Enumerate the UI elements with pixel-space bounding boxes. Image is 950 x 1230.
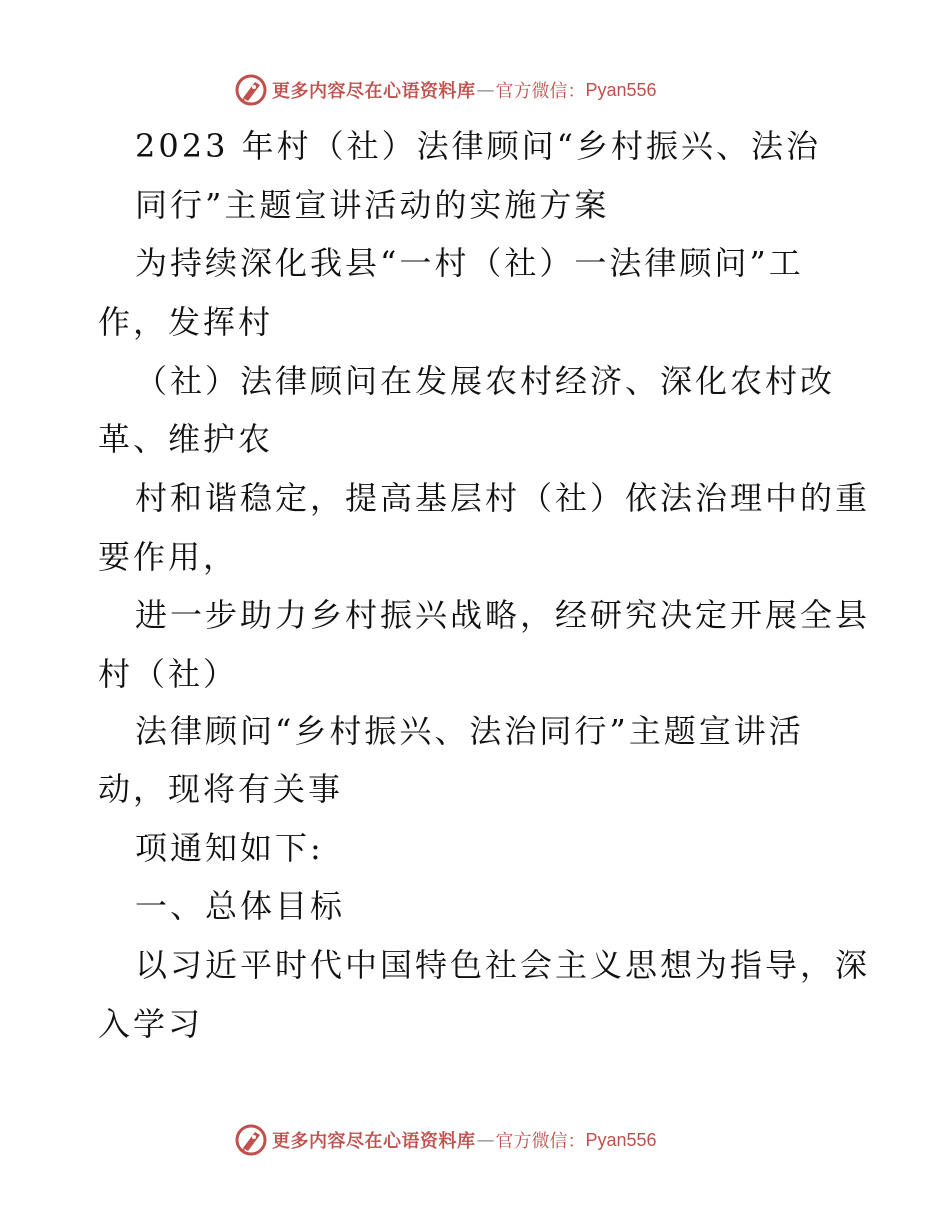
banner-wechat-label: 官方微信： [495, 81, 586, 102]
paragraph-line: 为持续深化我县“一村（社）一法律顾问”工 [135, 244, 804, 282]
paragraph-line: 要作用， [98, 538, 239, 576]
paragraph-line: （社）法律顾问在发展农村经济、深化农村改 [135, 362, 836, 400]
banner-dash: — [476, 79, 495, 101]
pen-nib-icon [234, 73, 268, 107]
section-heading: 一、总体目标 [135, 887, 346, 925]
header-banner [234, 70, 657, 110]
banner-wechat-label: 官方微信： [495, 1131, 586, 1152]
paragraph-line: 村（社） [98, 655, 239, 693]
banner-wechat-id: Pyan556 [585, 79, 657, 100]
banner-tagline: 更多内容尽在心语资料库 [272, 81, 476, 102]
document-title-line-1: 2023 年村（社）法律顾问“乡村振兴、法治 [135, 127, 821, 165]
paragraph-line: 作，发挥村 [98, 303, 274, 341]
banner-wechat-id: Pyan556 [585, 1129, 657, 1150]
paragraph-line: 法律顾问“乡村振兴、法治同行”主题宣讲活 [135, 712, 804, 750]
banner-tagline: 更多内容尽在心语资料库 [272, 1131, 476, 1152]
paragraph-line: 动，现将有关事 [98, 770, 344, 808]
document-title-line-2: 同行”主题宣讲活动的实施方案 [135, 186, 610, 224]
paragraph-line: 革、维护农 [98, 420, 274, 458]
paragraph-line: 以习近平时代中国特色社会主义思想为指导，深 [135, 946, 871, 984]
footer-banner [234, 1120, 657, 1160]
banner-dash: — [476, 1129, 495, 1151]
pen-nib-icon [234, 1123, 268, 1157]
paragraph-line: 进一步助力乡村振兴战略，经研究决定开展全县 [135, 596, 871, 634]
paragraph-line: 村和谐稳定，提高基层村（社）依法治理中的重 [135, 479, 871, 517]
paragraph-line: 项通知如下: [135, 829, 324, 867]
paragraph-line: 入学习 [98, 1005, 204, 1043]
